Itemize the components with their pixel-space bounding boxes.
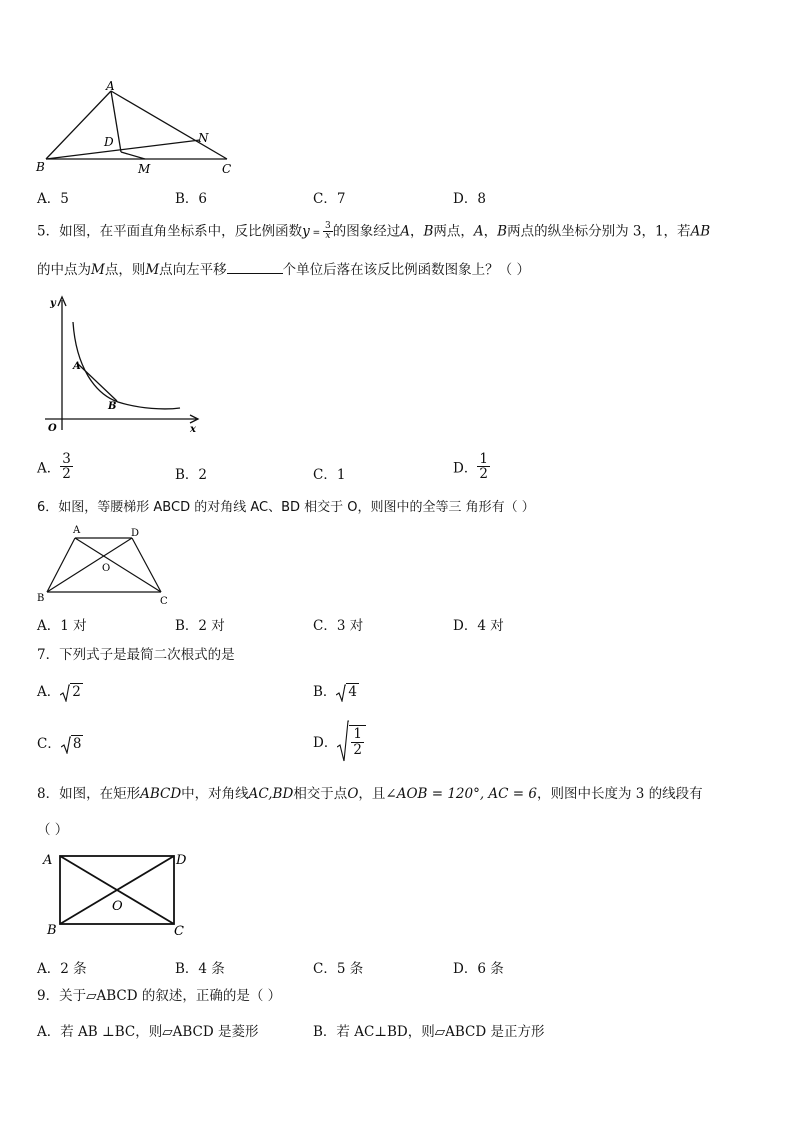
q8-rectangle-figure [40, 846, 200, 941]
q6-option-d[interactable]: D．4 对 [453, 618, 504, 634]
q7-option-a-sqrt [60, 684, 83, 702]
q8-text-part3: 相交于点 [293, 786, 348, 802]
q6-option-b[interactable]: B．2 对 [175, 618, 225, 634]
q8-option-c[interactable]: C．5 条 [313, 961, 364, 977]
q5-segment-ab: AB [690, 223, 711, 240]
q7-option-c-prefix: C． [37, 736, 61, 752]
q7-option-b-radicand: 4 [348, 684, 358, 700]
q5-option-d-prefix: D． [453, 460, 478, 477]
q5-func-eq: = [309, 228, 323, 239]
q8-label-D: D [176, 853, 187, 868]
q5-question-line1 [37, 222, 710, 242]
q5-label-O: O [48, 423, 57, 434]
q5-label-x: x [190, 424, 196, 435]
q8-label-A: A [43, 853, 53, 868]
q5-point-a: A [400, 223, 410, 240]
q6-label-B: B [37, 593, 45, 604]
q5-option-a-prefix: A． [37, 460, 61, 477]
q4-option-a[interactable]: A．5 [37, 191, 69, 207]
q5-point-m: M [91, 262, 105, 278]
q7-option-a-radicand: 2 [72, 684, 81, 700]
q6-label-A: A [73, 525, 81, 536]
q5-text-part2: 的图象经过 [332, 223, 401, 240]
q5-point-a2: A [473, 223, 484, 240]
q4-label-M: M [138, 162, 151, 176]
q9-option-a[interactable]: A．若 AB ⊥BC，则▱ABCD 是菱形 [37, 1024, 259, 1040]
q5-text-part4: 两点的纵坐标分别为 3，1，若 [507, 223, 691, 240]
q9-option-b[interactable]: B．若 AC⊥BD，则▱ABCD 是正方形 [313, 1024, 545, 1040]
q7-option-c[interactable] [37, 732, 83, 754]
q8-option-d[interactable]: D．6 条 [453, 961, 504, 977]
q8-rect-name: ABCD [140, 786, 182, 802]
q7-option-a-prefix: A． [37, 684, 61, 700]
q5-option-d-den: 2 [479, 466, 488, 483]
q4-option-d[interactable]: D．8 [453, 191, 486, 207]
q8-label-O: O [112, 899, 123, 914]
q5-question-line2 [37, 261, 530, 278]
q7-option-d-prefix: D． [313, 735, 338, 751]
q7-question-text: 7．下列式子是最简二次根式的是 [37, 647, 235, 663]
q5-point-b: B [423, 223, 434, 240]
q5-line2-b: 点，则 [104, 262, 146, 278]
q5-text-part1: 5．如图，在平面直角坐标系中，反比例函数 [37, 223, 303, 240]
q5-option-d[interactable] [453, 452, 490, 481]
q7-option-d-radicand [349, 725, 366, 756]
q5-option-a-fraction [60, 452, 73, 481]
q9-question-text: 9．关于▱ABCD 的叙述，正确的是（ ） [37, 988, 282, 1004]
q5-option-a-num: 3 [62, 451, 71, 467]
q6-trapezoid-figure [34, 522, 179, 606]
q8-option-b[interactable]: B．4 条 [175, 961, 225, 977]
q5-option-b[interactable]: B．2 [175, 467, 208, 483]
q6-label-D: D [131, 528, 140, 539]
q5-line2-d: 个单位后落在该反比例函数图象上？（ ） [282, 262, 530, 278]
q4-label-D: D [104, 135, 114, 149]
q8-label-C: C [174, 924, 184, 939]
q5-option-a[interactable] [37, 452, 73, 481]
radical-sign-icon [61, 736, 71, 754]
q7-option-c-radicand: 8 [72, 736, 82, 752]
radical-sign-icon [336, 684, 346, 702]
q8-text-part5: ，则图中长度为 3 的线段有 [537, 786, 703, 802]
q6-label-O: O [102, 563, 111, 574]
q8-option-a[interactable]: A．2 条 [37, 961, 87, 977]
q7-option-a[interactable] [37, 680, 83, 702]
q4-label-C: C [222, 162, 232, 176]
q5-label-B: B [108, 401, 117, 412]
q7-option-d[interactable] [313, 720, 366, 762]
q5-line2-a: 的中点为 [37, 262, 91, 278]
q7-option-d-fraction [351, 727, 364, 756]
radical-sign-icon [60, 684, 70, 702]
q5-func-fraction [323, 222, 333, 242]
q6-question-text: 6．如图，等腰梯形 ABCD 的对角线 AC、BD 相交于 O，则图中的全等三 角形有（ ） [37, 500, 535, 515]
q5-answer-blank[interactable] [227, 261, 283, 274]
q5-option-c[interactable]: C．1 [313, 467, 346, 483]
q7-option-d-sqrt [337, 720, 366, 762]
q7-option-c-sqrt [61, 736, 84, 754]
q5-point-b2: B [497, 223, 508, 240]
q4-option-b[interactable]: B．6 [175, 191, 208, 207]
q5-option-d-fraction [477, 452, 490, 481]
q5-sep1: ， [409, 223, 424, 240]
q5-option-d-num: 1 [479, 451, 488, 467]
q5-sep2: ， [483, 223, 498, 240]
q8-point-o: O [347, 786, 359, 802]
q5-func-num: 3 [325, 221, 331, 231]
q8-text-part4: ，且 [358, 786, 386, 802]
q4-triangle-figure [30, 78, 250, 178]
q5-option-a-den: 2 [62, 466, 71, 483]
q5-func-den: x [325, 231, 331, 242]
q4-label-A: A [106, 79, 115, 93]
q7-option-d-den: 2 [353, 741, 362, 758]
q4-label-N: N [198, 131, 209, 145]
q8-text-part1: 8．如图，在矩形 [37, 786, 141, 802]
q4-option-c[interactable]: C．7 [313, 191, 346, 207]
q8-diagonals: AC,BD [248, 786, 294, 802]
q5-text-part3: 两点， [433, 223, 474, 240]
q5-label-y: y [50, 298, 56, 309]
q8-text-part2: 中，对角线 [181, 786, 249, 802]
q6-label-C: C [160, 596, 168, 606]
q5-point-m2: M [145, 262, 160, 278]
q8-label-B: B [47, 923, 57, 938]
q8-condition: ∠AOB = 120°, AC = 6 [385, 786, 537, 802]
q7-option-b-prefix: B． [313, 684, 337, 700]
q6-option-a[interactable]: A．1 对 [37, 618, 87, 634]
q8-question-line1 [37, 786, 703, 802]
q8-answer-paren: （ ） [37, 822, 69, 838]
q7-option-b[interactable] [313, 680, 359, 702]
q5-graph-figure [40, 292, 210, 437]
q4-label-B: B [36, 160, 45, 174]
q5-line2-c: 点向左平移 [159, 262, 227, 278]
q5-func-lhs: y [302, 223, 310, 240]
q6-option-c[interactable]: C．3 对 [313, 618, 364, 634]
q7-option-d-num: 1 [353, 726, 362, 743]
q7-option-b-sqrt [336, 684, 359, 702]
radical-sign-icon [337, 720, 349, 762]
q5-label-A: A [73, 361, 81, 372]
